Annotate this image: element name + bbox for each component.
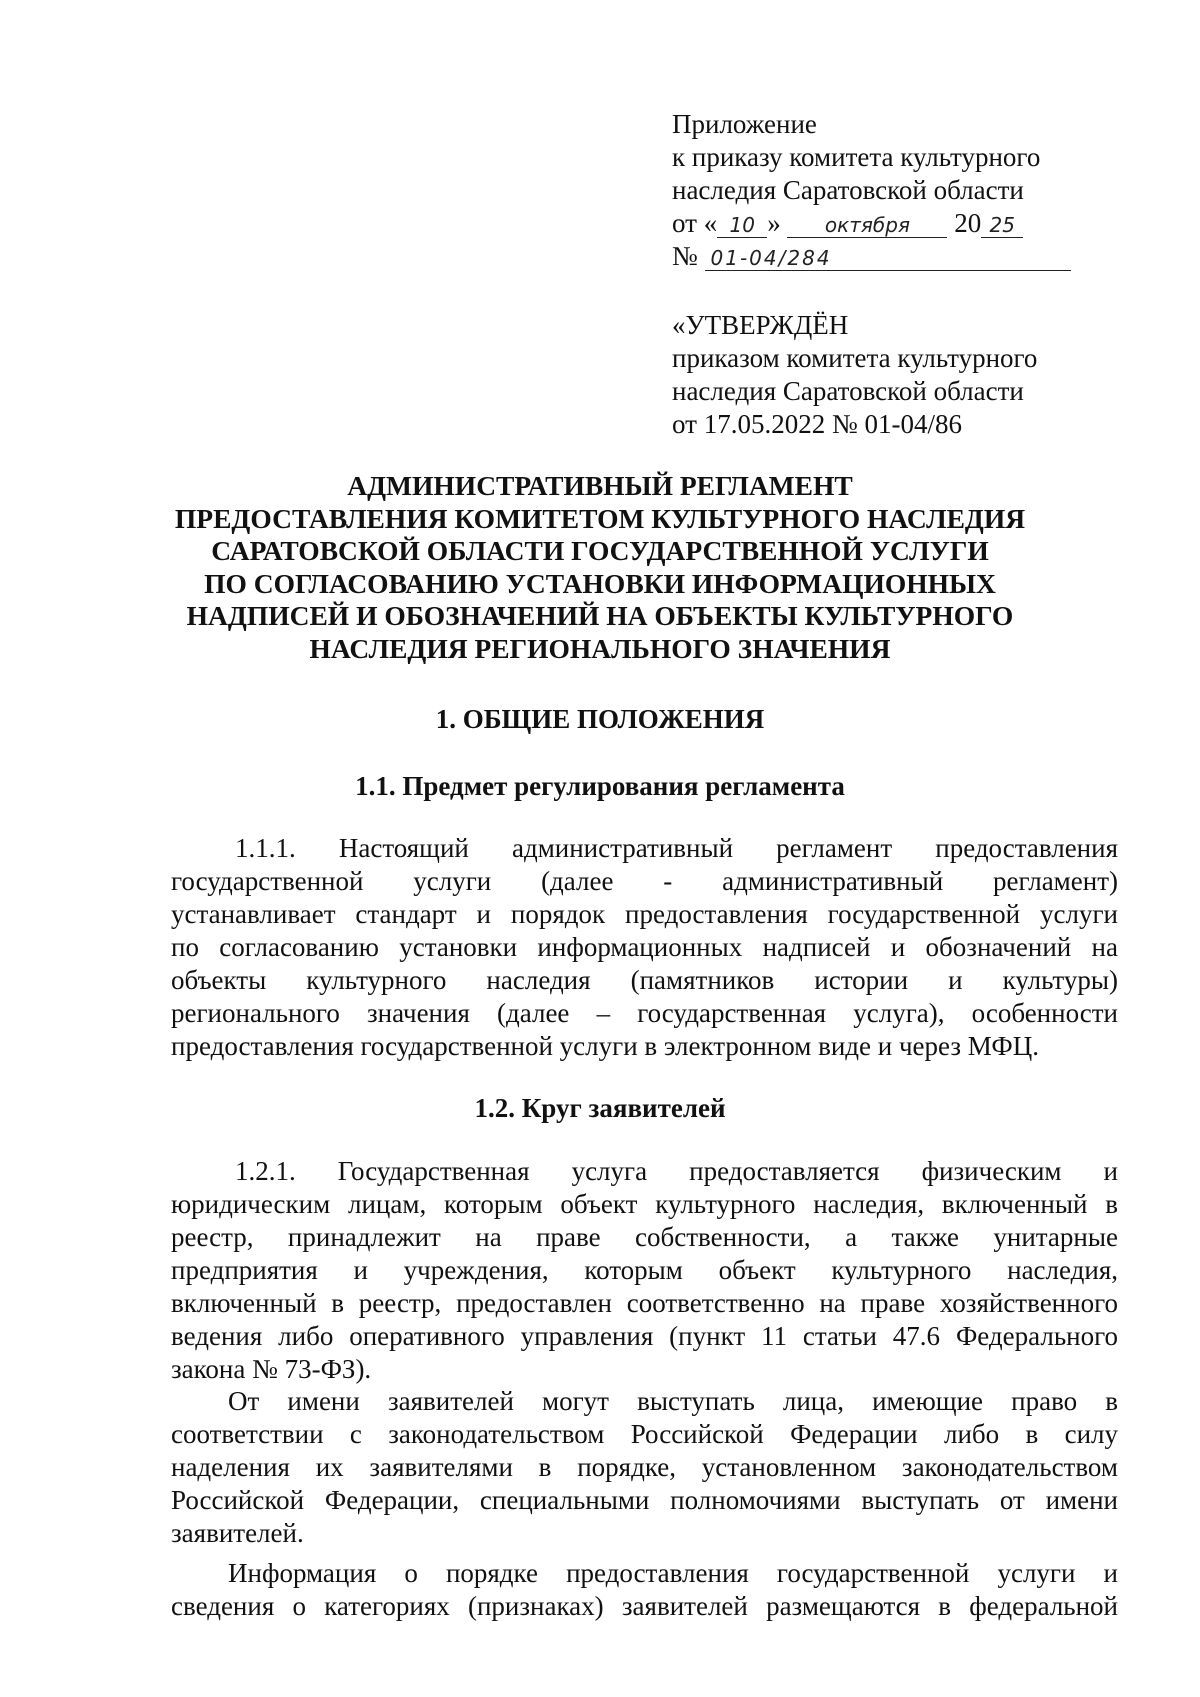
paragraph-line: сведения о категориях (признаках) заявителей размещаются в федеральной (171, 1591, 1118, 1621)
paragraph-line: реестр, принадлежит на праве собственности, а также унитарные (171, 1222, 1118, 1252)
title-line: ПО СОГЛАСОВАНИЮ УСТАНОВКИ ИНФОРМАЦИОННЫХ (204, 567, 996, 599)
approved-line-4: от 17.05.2022 № 01-04/86 (672, 409, 962, 439)
document-title (140, 470, 1060, 665)
title-line: АДМИНИСТРАТИВНЫЙ РЕГЛАМЕНТ (347, 470, 853, 501)
paragraph-line: объекты культурного наследия (памятников истории и культуры) (171, 965, 1118, 995)
date-year-prefix: 20 (954, 208, 982, 238)
paragraph-line: 1.1.1. Настоящий административный регламент предоставления (235, 833, 1118, 863)
handwritten-month: октября (787, 213, 947, 238)
title-line: ПРЕДОСТАВЛЕНИЯ КОМИТЕТОМ КУЛЬТУРНОГО НАСЛЕДИЯ (174, 502, 1026, 534)
section-heading: 1. ОБЩИЕ ПОЛОЖЕНИЯ (435, 704, 765, 734)
title-line: НАДПИСЕЙ И ОБОЗНАЧЕНИЙ НА ОБЪЕКТЫ КУЛЬТУРНОГО (186, 600, 1014, 631)
appendix-block (672, 108, 1092, 273)
paragraph-line: предоставления государственной услуги в электронном виде и через МФЦ. (171, 1031, 1039, 1061)
paragraph-1-2-1 (171, 1155, 1118, 1386)
appendix-number-line (672, 240, 1092, 273)
paragraph-line: 1.2.1. Государственная услуга предоставляется физическим и (235, 1156, 1118, 1186)
approved-block (672, 309, 1092, 441)
paragraph-line: заявителей. (171, 1518, 304, 1548)
paragraph-line: Российской Федерации, специальными полномочиями выступать от имени (171, 1485, 1118, 1515)
paragraph-line: устанавливает стандарт и порядок предоставления государственной услуги (171, 899, 1118, 929)
title-line: САРАТОВСКОЙ ОБЛАСТИ ГОСУДАРСТВЕННОЙ УСЛУГИ (211, 535, 989, 566)
date-prefix: от « (672, 208, 718, 238)
paragraph-line: включенный в реестр, предоставлен соответственно на праве хозяйственного (171, 1288, 1118, 1318)
appendix-date-line (672, 207, 1092, 240)
subsection-heading-1-1: 1.1. Предмет регулирования регламента (355, 771, 845, 801)
approved-line-1: «УТВЕРЖДЁН (672, 310, 849, 340)
appendix-line-3: наследия Саратовской области (672, 175, 1024, 205)
paragraph-representatives (171, 1385, 1118, 1550)
paragraph-line: закона № 73-ФЗ). (171, 1354, 372, 1384)
paragraph-line: От имени заявителей могут выступать лица, имеющие право в (228, 1386, 1118, 1416)
paragraph-line: юридическим лицам, которым объект культурного наследия, включенный в (171, 1189, 1118, 1219)
paragraph-line: наделения их заявителями в порядке, установленном законодательством (171, 1452, 1118, 1482)
subsection-heading-1-2: 1.2. Круг заявителей (474, 1093, 726, 1123)
paragraph-line: соответствии с законодательством Российской Федерации либо в силу (171, 1419, 1118, 1449)
paragraph-line: предприятия и учреждения, которым объект культурного наследия, (171, 1255, 1118, 1285)
approved-line-3: наследия Саратовской области (672, 376, 1024, 406)
appendix-line-2: к приказу комитета культурного (672, 142, 1041, 172)
paragraph-line: регионального значения (далее – государственная услуга), особенности (171, 998, 1118, 1028)
approved-line-2: приказом комитета культурного (672, 343, 1038, 373)
paragraph-line: государственной услуги (далее - административный регламент) (171, 866, 1118, 896)
appendix-title: Приложение (672, 109, 817, 139)
paragraph-1-1-1 (171, 832, 1118, 1063)
paragraph-information (171, 1557, 1118, 1623)
paragraph-line: Информация о порядке предоставления государственной услуги и (228, 1558, 1118, 1588)
paragraph-line: ведения либо оперативного управления (пункт 11 статьи 47.6 Федерального (171, 1321, 1118, 1351)
paragraph-line: по согласованию установки информационных надписей и обозначений на (171, 932, 1118, 962)
handwritten-year: 25 (981, 213, 1023, 238)
handwritten-day: 10 (717, 213, 767, 238)
title-line: НАСЛЕДИЯ РЕГИОНАЛЬНОГО ЗНАЧЕНИЯ (309, 632, 891, 664)
handwritten-number: 01-04/284 (705, 246, 1071, 271)
date-mid: » (767, 208, 781, 238)
number-label: № (672, 241, 698, 271)
